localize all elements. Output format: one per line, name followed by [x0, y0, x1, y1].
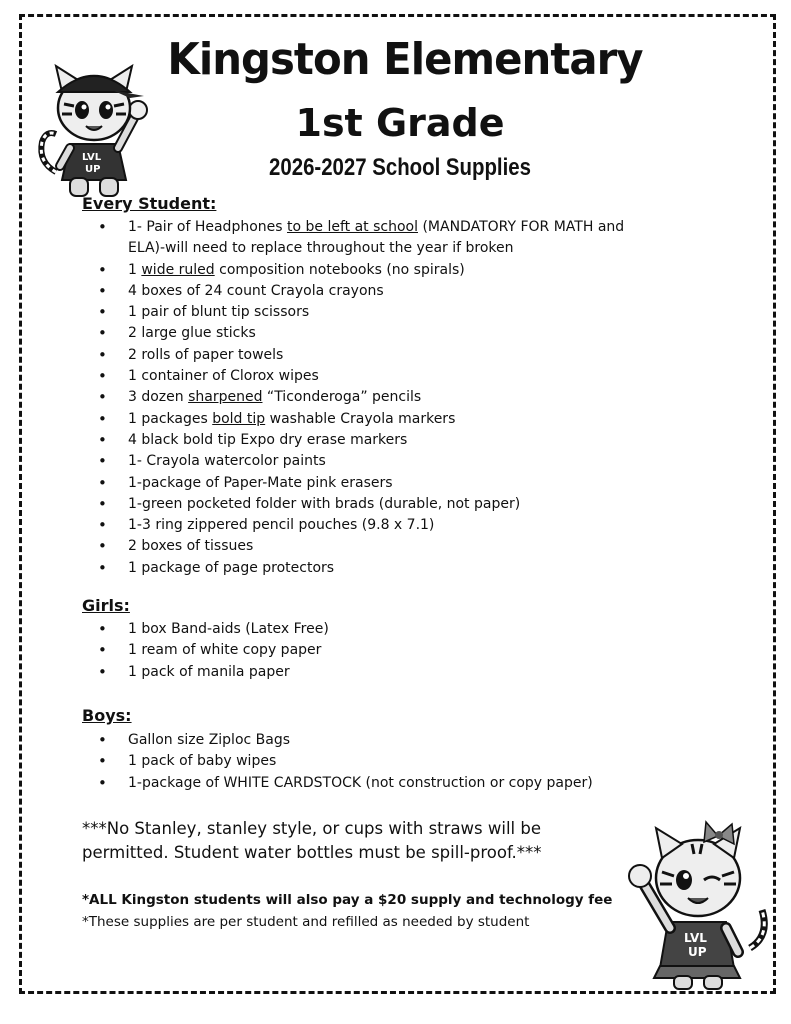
girls-list [98, 619, 658, 683]
girls-heading: Girls: [82, 596, 130, 615]
supply-fee-note: *ALL Kingston students will also pay a $20 supply and technology fee [82, 892, 613, 908]
supply-list-item: • 1 box Band-aids (Latex Free) [98, 619, 658, 640]
per-student-note: *These supplies are per student and refilled as needed by student [82, 914, 530, 930]
supply-list-item: • 1 package of page protectors [98, 558, 658, 579]
tiger-shirt-text: LVL [82, 152, 102, 163]
supply-list-item: • 1 pack of baby wipes [98, 751, 658, 772]
supply-list-item: • 2 boxes of tissues [98, 536, 658, 557]
cups-policy-note: ***No Stanley, stanley style, or cups with straws will be permitted. Student water bottles must be spill-proof.*** [82, 819, 542, 862]
supply-list-item: • 1 wide ruled composition notebooks (no spirals) [98, 260, 658, 281]
supply-list-item: • 1 ream of white copy paper [98, 640, 658, 661]
supply-list-title: 2026-2027 School Supplies [269, 154, 531, 181]
supply-list-item: • 1 pack of manila paper [98, 662, 658, 683]
supply-list-item: • 1- Pair of Headphones to be left at school (MANDATORY FOR MATH and ELA)-will need to replace throughout the year if broken [98, 217, 658, 260]
grade-heading: 1st Grade [295, 101, 505, 145]
supply-list-item: • 4 boxes of 24 count Crayola crayons [98, 281, 658, 302]
supply-list-item: • Gallon size Ziploc Bags [98, 730, 658, 751]
supply-list-item: • 1-green pocketed folder with brads (durable, not paper) [98, 494, 658, 515]
every-student-list [98, 217, 658, 579]
supply-list-item: • 1 packages bold tip washable Crayola markers [98, 409, 658, 430]
supply-list-item: • 1- Crayola watercolor paints [98, 451, 658, 472]
boys-list [98, 730, 658, 794]
every-student-heading: Every Student: [82, 194, 217, 213]
supply-list-item: • 1 container of Clorox wipes [98, 366, 658, 387]
svg-text:UP: UP [85, 164, 101, 175]
supply-list-item: • 1-package of WHITE CARDSTOCK (not construction or copy paper) [98, 773, 658, 794]
tiger-mascot-icon [34, 52, 154, 202]
school-name-title: Kingston Elementary [167, 34, 643, 85]
svg-text:LVL: LVL [684, 931, 707, 945]
boys-heading: Boys: [82, 706, 132, 725]
supply-list-item: • 2 rolls of paper towels [98, 345, 658, 366]
supply-list-item: • 1-3 ring zippered pencil pouches (9.8 x 7.1) [98, 515, 658, 536]
svg-text:UP: UP [688, 945, 707, 959]
supply-list-item: • 3 dozen sharpened “Ticonderoga” pencils [98, 387, 658, 408]
supply-list-item: • 1-package of Paper-Mate pink erasers [98, 473, 658, 494]
supply-list-item: • 4 black bold tip Expo dry erase markers [98, 430, 658, 451]
supply-list-item: • 2 large glue sticks [98, 323, 658, 344]
supply-list-item: • 1 pair of blunt tip scissors [98, 302, 658, 323]
